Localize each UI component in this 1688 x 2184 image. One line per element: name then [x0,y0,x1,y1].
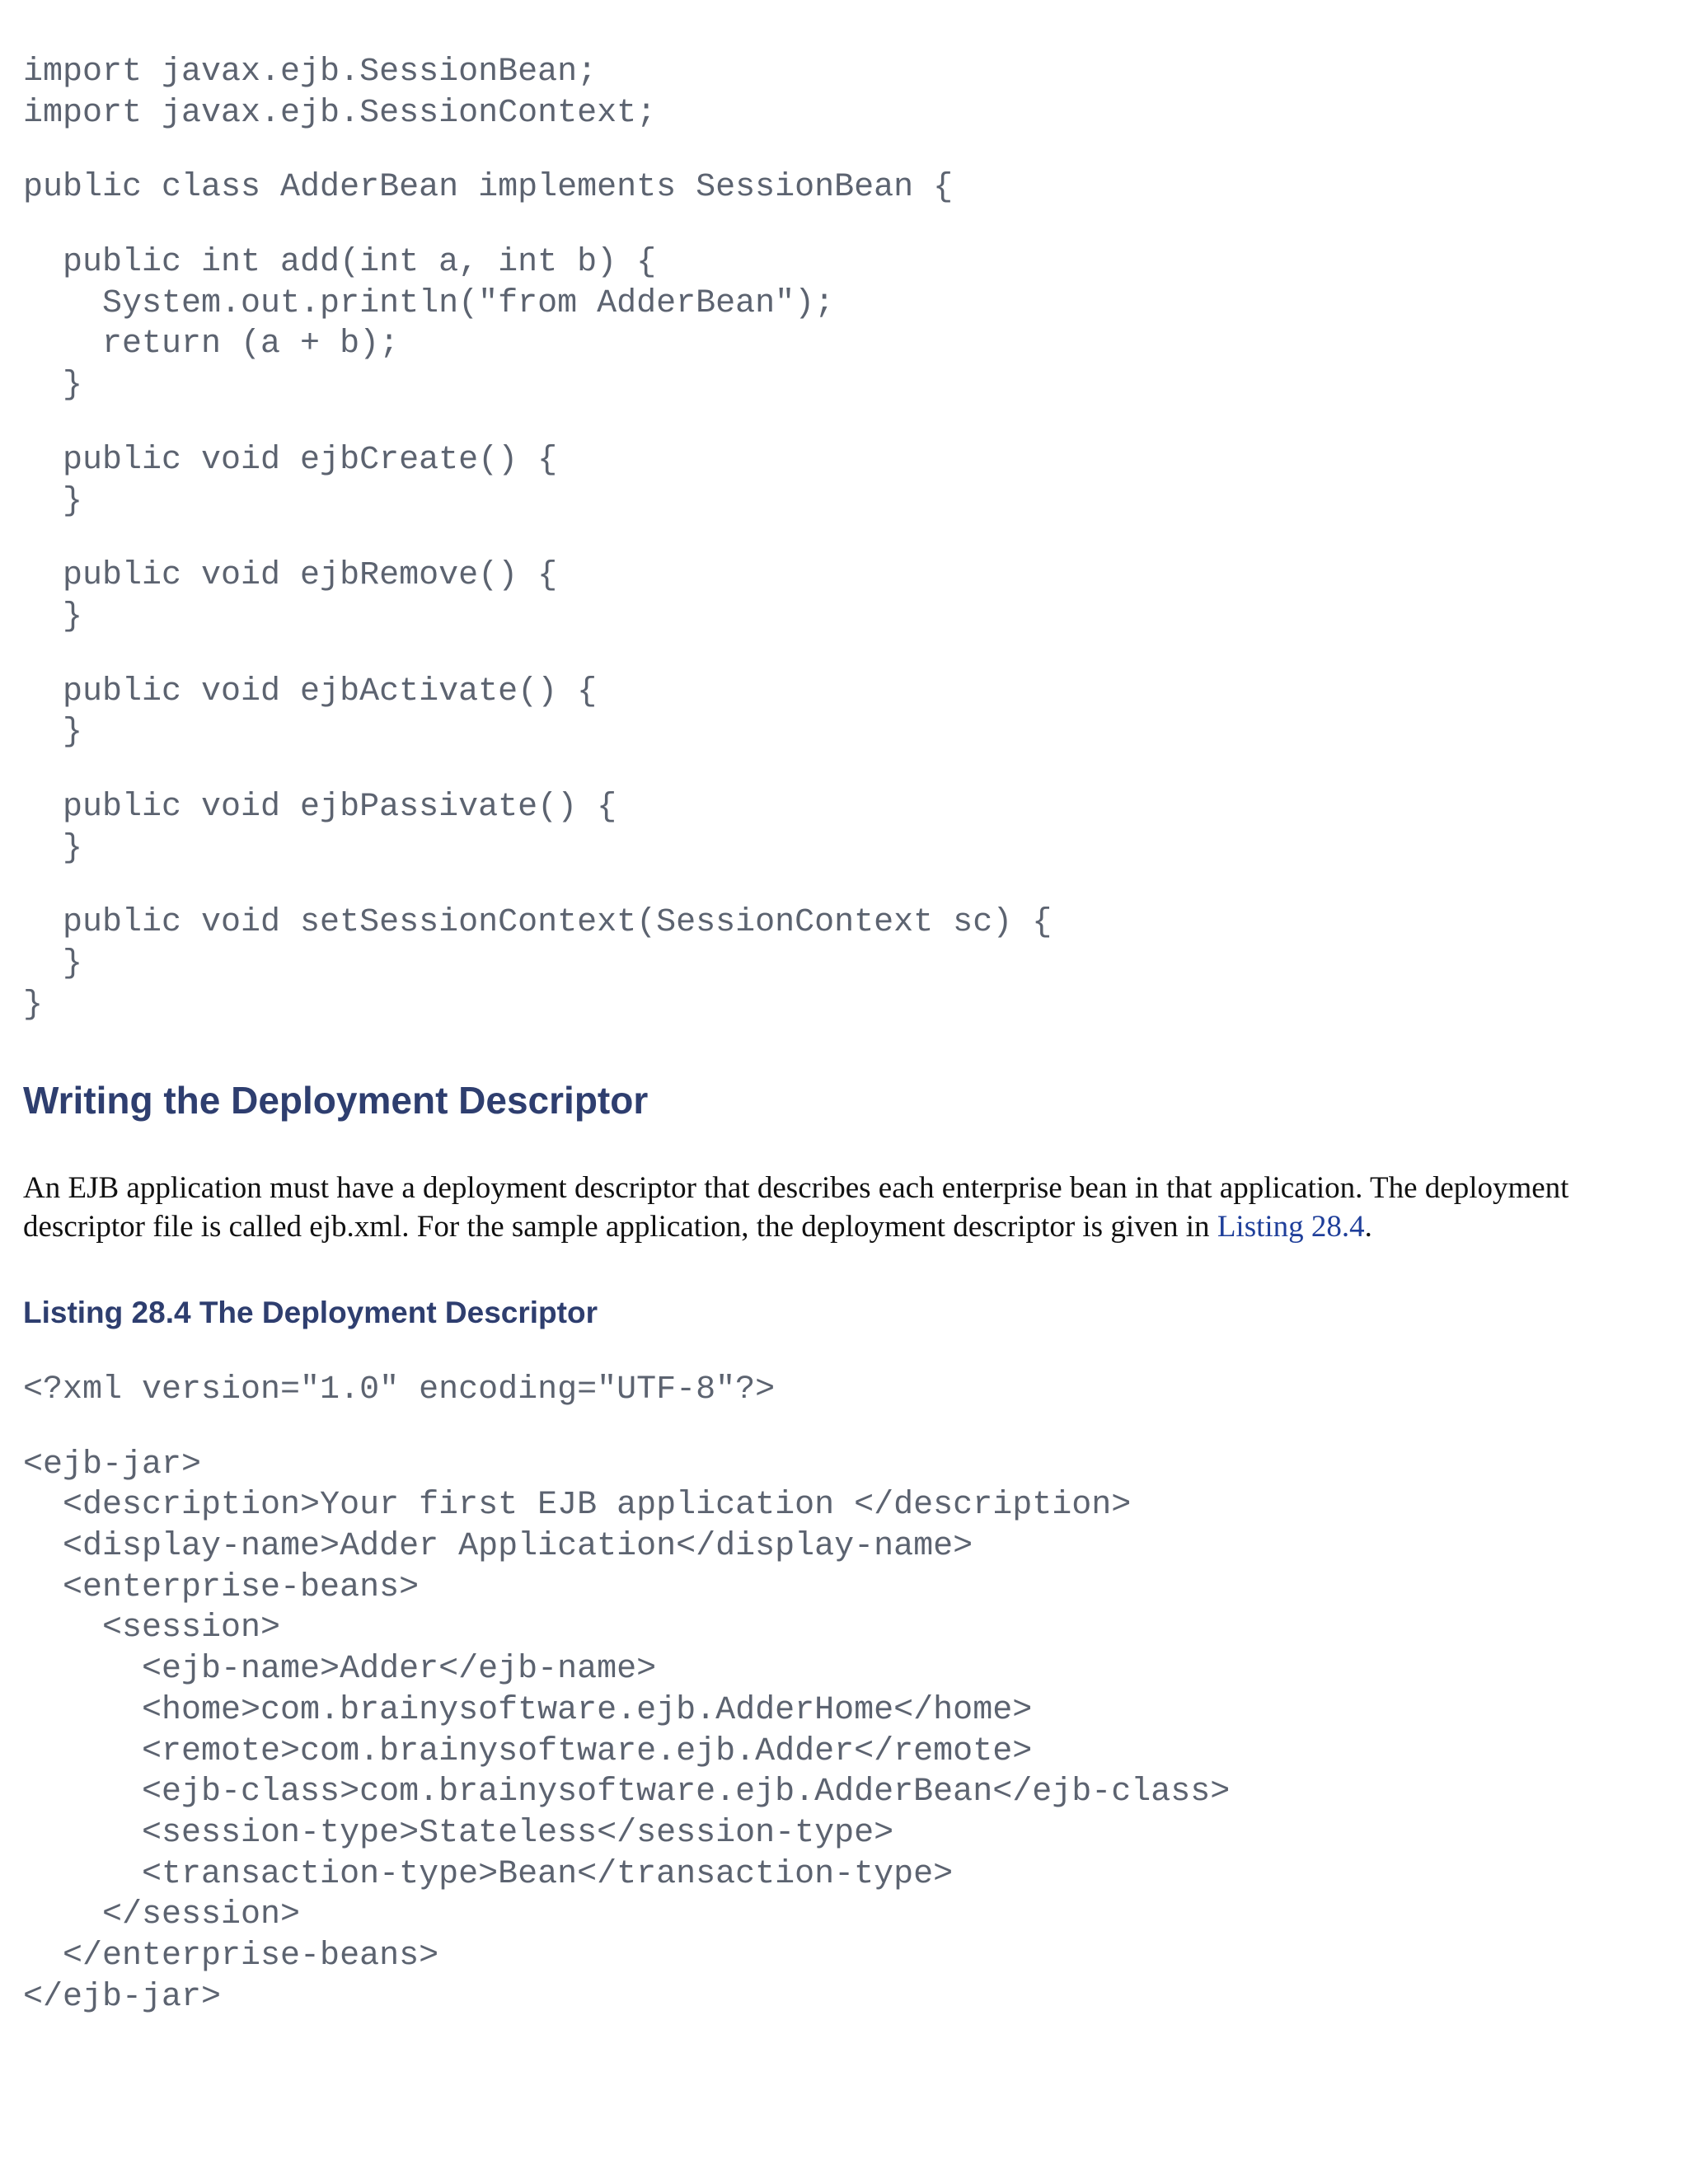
code-line: } [23,714,83,752]
code-blank-line [23,638,1052,672]
code-blank-line [23,406,1052,440]
code-line: public int add(int a, int b) { [23,244,657,282]
code-line: public class AdderBean implements SessionBean { [23,169,954,207]
paragraph-text: An EJB application must have a deployment descriptor that describes each enterprise bean in that application. The deployment descriptor file is called ejb.xml. For the sample application, the deployment descriptor is given in [23,1171,1569,1244]
code-blank-line [23,1411,1230,1445]
code-line: } [23,829,83,867]
code-blank-line [23,753,1052,787]
body-paragraph [23,1169,1663,1246]
code-blank-line [23,209,1052,242]
code-line: <?xml version="1.0" encoding="UTF-8"?> [23,1371,776,1408]
code-line: } [23,482,83,520]
code-line: <home>com.brainysoftware.ejb.AdderHome</home> [23,1691,1033,1729]
paragraph-text-end: . [1364,1210,1372,1244]
java-code-listing [23,52,1052,1025]
code-line: public void ejbCreate() { [23,441,558,479]
code-blank-line [23,522,1052,555]
code-line: public void ejbRemove() { [23,557,558,595]
code-line: <ejb-jar> [23,1446,202,1483]
code-line: <transaction-type>Bean</transaction-type> [23,1855,954,1893]
code-line: public void setSessionContext(SessionContext sc) { [23,904,1053,942]
code-line: <remote>com.brainysoftware.ejb.Adder</remote> [23,1732,1033,1770]
code-line: import javax.ejb.SessionBean; [23,54,598,91]
code-blank-line [23,869,1052,902]
code-line: return (a + b); [23,326,400,363]
listing-caption: Listing 28.4 The Deployment Descriptor [23,1296,598,1329]
code-line: } [23,986,44,1024]
code-line: <session> [23,1610,281,1647]
code-line: </enterprise-beans> [23,1937,439,1975]
section-heading: Writing the Deployment Descriptor [23,1079,649,1122]
code-line: System.out.println("from AdderBean"); [23,284,835,322]
code-line: <description>Your first EJB application </description> [23,1487,1132,1525]
code-line: } [23,367,83,405]
code-line: } [23,598,83,635]
code-line: </session> [23,1896,301,1934]
code-line: } [23,945,83,982]
code-line: public void ejbPassivate() { [23,788,617,826]
code-line: public void ejbActivate() { [23,673,598,710]
code-line: <ejb-name>Adder</ejb-name> [23,1651,657,1689]
code-line: <enterprise-beans> [23,1568,420,1606]
code-line: import javax.ejb.SessionContext; [23,94,657,132]
code-line: <display-name>Adder Application</display-name> [23,1528,973,1566]
code-line: <session-type>Stateless</session-type> [23,1814,894,1852]
listing-link[interactable]: Listing 28.4 [1217,1210,1365,1244]
code-line: </ejb-jar> [23,1978,222,2016]
xml-code-listing [23,1370,1230,2018]
code-line: <ejb-class>com.brainysoftware.ejb.AdderBean</ejb-class> [23,1774,1231,1811]
code-blank-line [23,134,1052,167]
